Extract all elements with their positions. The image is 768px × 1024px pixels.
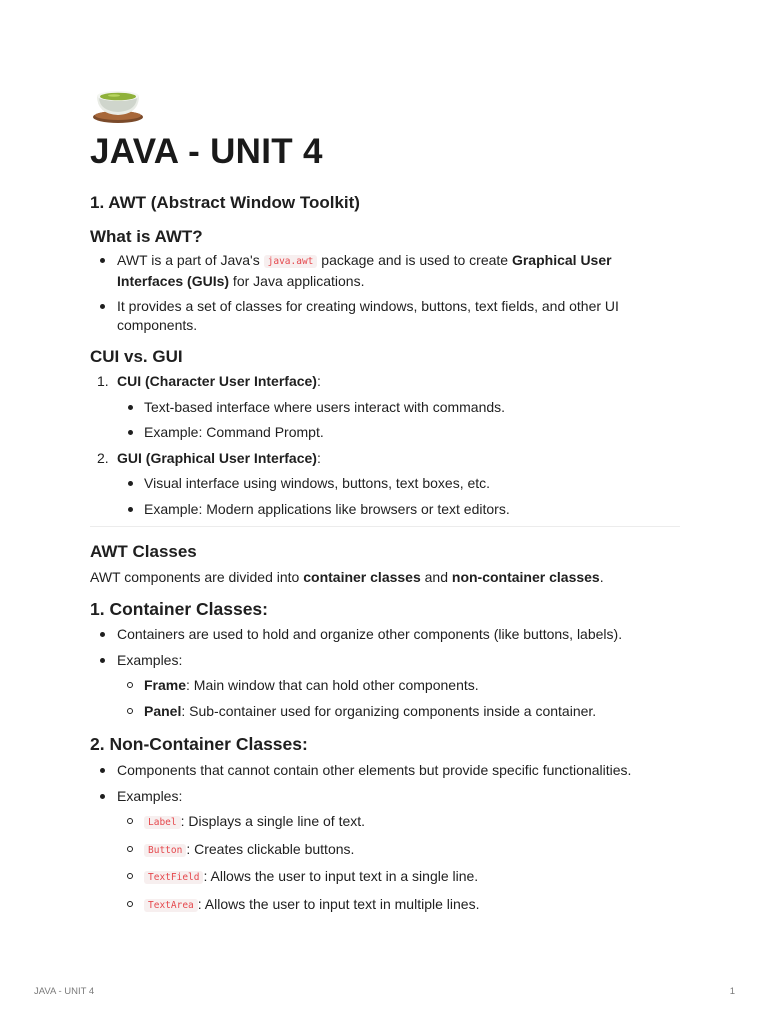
inline-code: TextField xyxy=(144,871,203,884)
list-item-button: Button : Creates clickable buttons. xyxy=(90,840,680,861)
list-item-textarea: TextArea : Allows the user to input text in multiple lines. xyxy=(90,895,680,916)
awt-classes-intro: AWT components are divided into container classes and non-container classes. xyxy=(90,569,604,585)
inline-code: Label xyxy=(144,816,181,829)
what-is-awt-list xyxy=(90,251,680,334)
cui-gui-list xyxy=(90,372,680,518)
list-item-cui: 1. CUI (Character User Interface): xyxy=(97,373,321,389)
list-item: Examples: xyxy=(90,787,680,806)
divider xyxy=(90,526,680,527)
list-item: Example: Modern applications like browsers or text editors. xyxy=(90,500,680,519)
container-classes-heading: 1. Container Classes: xyxy=(90,599,268,619)
page-number: 1 xyxy=(729,986,735,997)
list-item: Examples: xyxy=(90,651,680,670)
inline-code: TextArea xyxy=(144,899,198,912)
container-classes-list xyxy=(90,625,680,720)
list-item: Text-based interface where users interact with commands. xyxy=(90,398,680,417)
document-page xyxy=(90,84,680,915)
page-title: JAVA - UNIT 4 xyxy=(90,132,323,171)
awt-section-heading: 1. AWT (Abstract Window Toolkit) xyxy=(90,193,360,212)
inline-code: Button xyxy=(144,844,186,857)
list-item-panel: Panel: Sub-container used for organizing components inside a container. xyxy=(90,702,680,721)
list-item-frame: Frame: Main window that can hold other components. xyxy=(90,676,680,695)
list-item: AWT is a part of Java's java.awt package and is used to create Graphical User Interfaces (GUIs) for Java applications. xyxy=(90,251,680,290)
what-is-awt-heading: What is AWT? xyxy=(90,227,203,246)
awt-classes-heading: AWT Classes xyxy=(90,542,197,561)
list-item: Containers are used to hold and organize other components (like buttons, labels). xyxy=(90,625,680,644)
footer-title: JAVA - UNIT 4 xyxy=(34,986,95,997)
non-container-classes-list xyxy=(90,761,680,915)
list-item: It provides a set of classes for creating windows, buttons, text fields, and other UI components. xyxy=(90,297,680,334)
list-item: Components that cannot contain other elements but provide specific functionalities. xyxy=(90,761,680,780)
list-item-gui: 2. GUI (Graphical User Interface): xyxy=(97,449,321,466)
teacup-icon xyxy=(92,84,144,124)
list-item-label: Label : Displays a single line of text. xyxy=(90,812,680,833)
cui-vs-gui-heading: CUI vs. GUI xyxy=(90,347,183,366)
list-item: Visual interface using windows, buttons, text boxes, etc. xyxy=(90,474,680,493)
list-item: Example: Command Prompt. xyxy=(90,423,680,442)
non-container-classes-heading: 2. Non-Container Classes: xyxy=(90,734,308,754)
inline-code: java.awt xyxy=(264,255,318,268)
list-item-textfield: TextField : Allows the user to input text in a single line. xyxy=(90,867,680,888)
